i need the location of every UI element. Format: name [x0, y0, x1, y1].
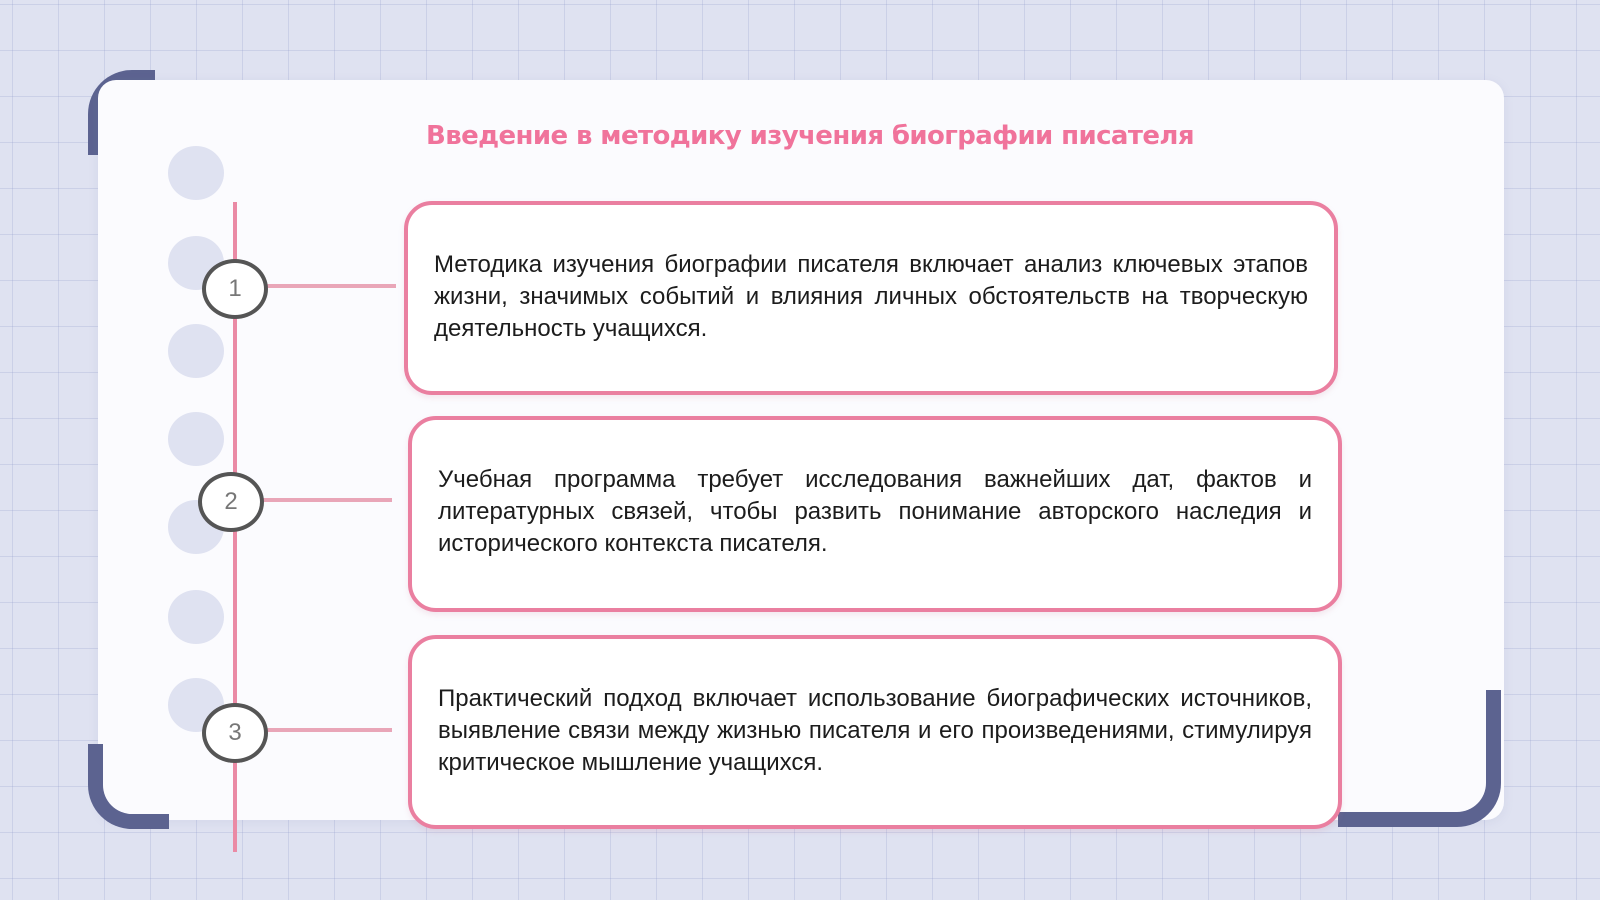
paper-edge-scallop: [168, 324, 224, 378]
paper-edge-scallop: [168, 412, 224, 466]
paper-edge-scallop: [168, 146, 224, 200]
paper-edge-scallop: [168, 590, 224, 644]
step-text-1: Методика изучения биографии писателя включает анализ ключевых этапов жизни, значимых событий и влияния личных обстоятельств на творческую деятельность учащихся.: [434, 251, 1308, 342]
page-title: Введение в методику изучения биографии писателя: [426, 121, 1194, 151]
frame-corner-bottom-right: [1338, 690, 1501, 827]
step-connector: [262, 284, 396, 288]
step-connector: [260, 498, 392, 502]
step-card-1: [404, 201, 1338, 395]
frame-corner-bottom-left: [88, 744, 169, 829]
step-text-2: Учебная программа требует исследования важнейших дат, фактов и литературных связей, чтобы развить понимание авторского наследия и исторического контекста писателя.: [438, 466, 1312, 557]
step-connector: [264, 728, 392, 732]
step-text-3: Практический подход включает использование биографических источников, выявление связи между жизнью писателя и его произведениями, стимулируя критическое мышление учащихся.: [438, 685, 1312, 776]
step-number-3: 3: [202, 703, 268, 763]
step-number-1: 1: [202, 259, 268, 319]
step-card-2: [408, 416, 1342, 612]
step-card-3: [408, 635, 1342, 829]
step-number-2: 2: [198, 472, 264, 532]
